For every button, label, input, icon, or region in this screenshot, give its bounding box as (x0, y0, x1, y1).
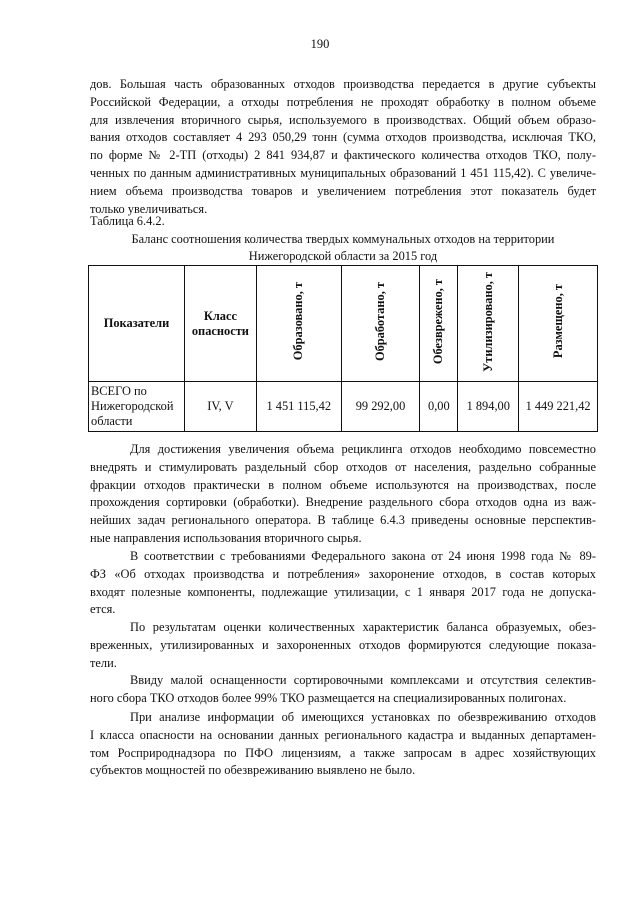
page-number: 190 (310, 37, 330, 51)
paragraph-federal-law (90, 548, 596, 619)
header-processed-text: Обработано, т (373, 281, 388, 362)
header-placed (519, 266, 598, 382)
paragraph-balance-assessment (90, 619, 596, 672)
text-line: ченных по данным административных муниципальных образований 1 451 115,42). С увеличе- (90, 165, 596, 180)
text-line: по форме № 2-ТП (отходы) 2 841 934,87 и фактического количества отходов ТКО, полу- (90, 148, 596, 163)
cell-indicator: ВСЕГО по Нижегородской области (89, 382, 185, 432)
header-generated-text: Образовано, т (291, 282, 306, 361)
cell-placed: 1 449 221,42 (519, 382, 598, 432)
text-line: I класса опасности на основании данных регионального кадастра и выданных департамен- (90, 727, 596, 742)
cell-processed: 99 292,00 (341, 382, 420, 432)
table-title-line-2: Нижегородской области за 2015 год (248, 249, 438, 263)
cell-utilized: 1 894,00 (458, 382, 519, 432)
table-label: Таблица 6.4.2. (90, 214, 165, 228)
text-line: ФЗ «Об отходах производства и потребления» захоронение отходов, в состав которых (90, 566, 596, 581)
header-generated (256, 266, 341, 382)
text-line: нием объема производства товаров и увеличением потребления этот показатель будет (90, 183, 596, 198)
header-utilized (458, 266, 519, 382)
text-line: По результатам оценки количественных характеристик баланса образуемых, обез- (130, 620, 596, 634)
paragraph-recycling (90, 441, 596, 548)
text-line: Российской Федерации, а отходы потребления не проходят обработку в полном объеме (90, 94, 596, 109)
waste-balance-table (88, 265, 598, 432)
text-line: дов. Большая часть образованных отходов производства передается в другие субъекты (90, 77, 596, 91)
header-utilized-text: Утилизировано, т (480, 271, 495, 372)
cell-hazard-class: IV, V (184, 382, 256, 432)
text-line: Для достижения увеличения объема рециклинга отходов необходимо повсеместно (130, 442, 596, 456)
text-line: субъектов мощностей по обезвреживанию выявлено не было. (90, 763, 416, 778)
text-line: входят полезные компоненты, подлежащие утилизации, с 1 января 2017 года не допуска- (90, 584, 596, 599)
text-line: вреженных, утилизированных и захороненных отходов формируются следующие показа- (90, 637, 596, 652)
cell-generated: 1 451 115,42 (256, 382, 341, 432)
text-line: ется. (90, 602, 116, 617)
table-header-row (89, 266, 598, 382)
header-hazard-class: Класс опасности (184, 266, 256, 382)
text-line: вания отходов составляет 4 293 050,29 тонн (сумма отходов производства, исключая ТКО, (90, 130, 596, 145)
text-line: внедрять и стимулировать раздельный сбор отходов от населения, раздельно собранные (90, 459, 596, 474)
text-line: В соответствии с требованиями Федерального закона от 24 июня 1998 года № 89- (130, 549, 596, 563)
text-line: Ввиду малой оснащенности сортировочными комплексами и отсутствия селектив- (130, 673, 596, 687)
paragraph-neutralization (90, 709, 596, 780)
text-line: При анализе информации об имеющихся установках по обезвреживанию отходов (130, 710, 596, 724)
text-line: фракции отходов практически в полном объеме используются на производствах, после (90, 477, 596, 492)
text-line: для извлечения вторичного сырья, используемого в производствах. Общий объем образо- (90, 112, 596, 127)
table-row (89, 382, 598, 432)
text-line: том Росприроднадзора по ПФО лицензиям, а также запросам в адрес хозяйствующих (90, 745, 596, 760)
cell-neutralized: 0,00 (420, 382, 458, 432)
text-line: тели. (90, 655, 117, 670)
header-placed-text: Размещено, т (550, 284, 565, 359)
text-line: ные направления использования вторичного сырья. (90, 530, 362, 545)
header-neutralized (420, 266, 458, 382)
paragraph-sorting-facilities (90, 672, 596, 708)
text-line: прохождения сортировки (обработки). Внедрение раздельного сбора отходов одна из важ- (90, 495, 596, 510)
text-line: только увеличиваться. (90, 201, 208, 216)
header-indicator: Показатели (89, 266, 185, 382)
header-neutralized-text: Обезврежено, т (431, 278, 446, 365)
intro-paragraph (90, 76, 596, 218)
table-title-line-1: Баланс соотношения количества твердых коммунальных отходов на территории (131, 232, 555, 246)
header-processed (341, 266, 420, 382)
text-line: нейших задач регионального оператора. В таблице 6.4.3 приведены основные перспектив- (90, 513, 596, 528)
text-line: ного сбора ТКО отходов более 99% ТКО размещается на специализированных полигонах. (90, 690, 567, 705)
